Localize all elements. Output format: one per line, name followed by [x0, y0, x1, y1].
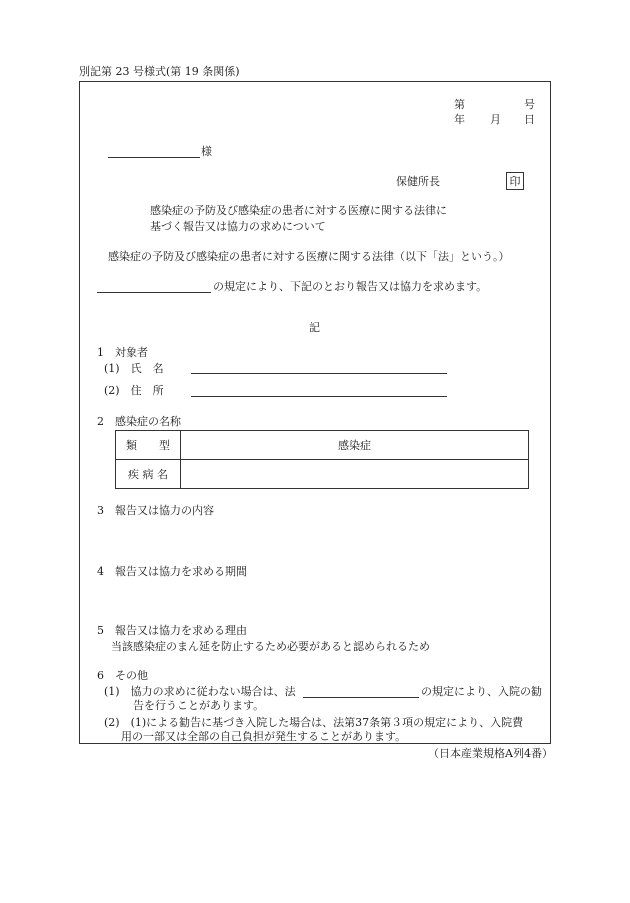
number-label-go: 号	[524, 98, 535, 111]
item-2-heading: 2 感染症の名称	[97, 415, 181, 428]
item-3-heading: 3 報告又は協力の内容	[97, 504, 214, 517]
intro-line-1: 感染症の予防及び感染症の患者に対する医療に関する法律（以下「法」という。）	[108, 250, 510, 263]
subject-line-1: 感染症の予防及び感染症の患者に対する医療に関する法律に	[150, 204, 447, 217]
item-5-text: 当該感染症のまん延を防止するため必要があると認められるため	[111, 640, 430, 653]
form-title: 別記第 23 号様式(第 19 条関係)	[79, 65, 240, 78]
footer-standard: （日本産業規格A列4番）	[428, 747, 553, 760]
name-label: (1) 氏 名	[104, 362, 164, 375]
subject-line-2: 基づく報告又は協力の求めについて	[150, 220, 326, 233]
disease-table	[115, 430, 529, 489]
item-4-heading: 4 報告又は協力を求める期間	[97, 565, 247, 578]
note-1-blank-line	[303, 697, 419, 698]
item-5-heading: 5 報告又は協力を求める理由	[97, 624, 247, 637]
table-row	[116, 431, 529, 460]
date-label-day: 日	[524, 113, 535, 126]
disease-type-label: 類 型	[116, 431, 181, 460]
note-1-part-b: の規定により、入院の勧	[421, 685, 542, 698]
address-line	[191, 396, 447, 397]
addressee-suffix: 様	[201, 145, 212, 158]
note-2-part-b: 用の一部又は全部の自己負担が発生することがあります。	[121, 730, 407, 743]
disease-name-value	[181, 460, 529, 489]
ki-heading: 記	[309, 321, 320, 334]
note-1-part-c: 告を行うことがあります。	[133, 699, 265, 712]
date-label-month: 月	[490, 113, 501, 126]
number-label-dai: 第	[454, 98, 465, 111]
item-6-heading: 6 その他	[97, 669, 148, 682]
seal-box: 印	[506, 172, 524, 190]
date-label-year: 年	[454, 113, 465, 126]
note-2-part-a: (2) (1)による勧告に基づき入院した場合は、法第37条第３項の規定により、入院費	[104, 716, 524, 729]
disease-type-value: 感染症	[181, 431, 529, 460]
item-1-heading: 1 対象者	[97, 346, 148, 359]
address-label: (2) 住 所	[104, 384, 164, 397]
sender-title: 保健所長	[396, 175, 440, 188]
addressee-line	[108, 157, 200, 158]
note-1-part-a: (1) 協力の求めに従わない場合は、法	[104, 685, 296, 698]
name-line	[191, 373, 447, 374]
intro-blank-line	[97, 292, 211, 293]
table-row	[116, 460, 529, 489]
intro-line-2: の規定により、下記のとおり報告又は協力を求めます。	[213, 280, 488, 293]
disease-name-label: 疾 病 名	[116, 460, 181, 489]
